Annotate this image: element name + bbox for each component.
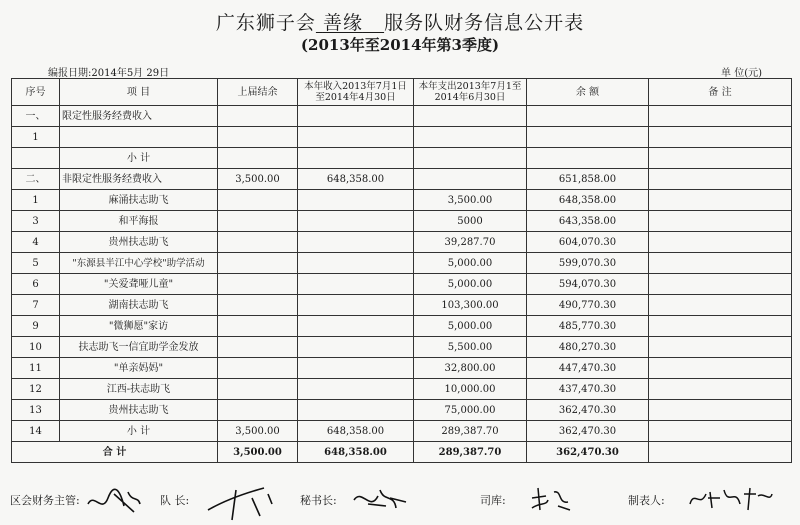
cell-balance: 648,358.00 [527, 190, 649, 211]
cell-balance: 594,070.30 [527, 274, 649, 295]
cell-item: 贵州扶志助飞 [60, 400, 218, 421]
cell-income [298, 148, 414, 169]
finance-table [11, 78, 792, 463]
cell-remark [649, 169, 792, 190]
cell-expense [414, 127, 527, 148]
cell-expense [414, 106, 527, 127]
form-period: (2013年至2014年第3季度) [300, 36, 500, 54]
table-row [12, 379, 792, 400]
cell-item: "东源县半江中心学校"助学活动 [60, 253, 218, 274]
cell-item: 扶志助飞一信宜助学金发放 [60, 337, 218, 358]
cell-no: 3 [12, 211, 60, 232]
table-row [12, 295, 792, 316]
cell-balance: 599,070.30 [527, 253, 649, 274]
handwritten-signature-icon [202, 484, 282, 522]
cell-income [298, 274, 414, 295]
cell-income [298, 190, 414, 211]
cell-no: 6 [12, 274, 60, 295]
cell-no: 13 [12, 400, 60, 421]
cell-prev [218, 232, 298, 253]
cell-prev [218, 106, 298, 127]
cell-balance: 362,470.30 [527, 421, 649, 442]
cell-balance [527, 106, 649, 127]
cell-item: 和平海报 [60, 211, 218, 232]
cell-balance [527, 148, 649, 169]
handwritten-signature-icon [84, 484, 144, 518]
total-prev: 3,500.00 [218, 442, 298, 463]
table-row [12, 337, 792, 358]
cell-prev [218, 358, 298, 379]
table-row [12, 169, 792, 190]
title-suffix: 服务队财务信息公开表 [384, 12, 585, 34]
cell-no: 一、 [12, 106, 60, 127]
currency-unit: 单 位(元) [721, 68, 762, 79]
cell-item: 湖南扶志助飞 [60, 295, 218, 316]
cell-no: 7 [12, 295, 60, 316]
handwritten-signature-icon [686, 484, 774, 514]
cell-remark [649, 421, 792, 442]
finance-supervisor-signature: 区会财务主管: [10, 490, 80, 508]
cell-balance [527, 127, 649, 148]
cell-no: 5 [12, 253, 60, 274]
cell-remark [649, 379, 792, 400]
cell-income [298, 253, 414, 274]
handwritten-signature-icon [350, 484, 410, 518]
cell-expense: 39,287.70 [414, 232, 527, 253]
cell-item: 小 计 [60, 148, 218, 169]
cell-item: 江西-扶志助飞 [60, 379, 218, 400]
cell-income [298, 337, 414, 358]
cell-balance: 480,270.30 [527, 337, 649, 358]
total-expense: 289,387.70 [414, 442, 527, 463]
cell-remark [649, 127, 792, 148]
cell-prev: 3,500.00 [218, 421, 298, 442]
cell-no: 10 [12, 337, 60, 358]
cell-item: 贵州扶志助飞 [60, 232, 218, 253]
cell-remark [649, 316, 792, 337]
cell-no: 12 [12, 379, 60, 400]
table-row [12, 316, 792, 337]
cell-expense: 32,800.00 [414, 358, 527, 379]
cell-balance: 643,358.00 [527, 211, 649, 232]
cell-no: 1 [12, 190, 60, 211]
cell-expense: 103,300.00 [414, 295, 527, 316]
col-header-item: 项 目 [60, 79, 218, 106]
handwritten-signature-icon [528, 484, 574, 514]
table-row [12, 148, 792, 169]
cell-item [60, 127, 218, 148]
table-row [12, 253, 792, 274]
cell-expense: 5,000.00 [414, 253, 527, 274]
cell-prev [218, 274, 298, 295]
cell-item: 小 计 [60, 421, 218, 442]
cell-expense: 5,500.00 [414, 337, 527, 358]
cell-income [298, 379, 414, 400]
cell-expense: 289,387.70 [414, 421, 527, 442]
cell-expense: 75,000.00 [414, 400, 527, 421]
table-header-row [12, 79, 792, 106]
cell-prev [218, 211, 298, 232]
cell-prev [218, 379, 298, 400]
cell-item: 限定性服务经费收入 [60, 106, 218, 127]
cell-income [298, 358, 414, 379]
cell-item: 非限定性服务经费收入 [60, 169, 218, 190]
cell-balance: 437,470.30 [527, 379, 649, 400]
cell-no: 二、 [12, 169, 60, 190]
cell-income: 648,358.00 [298, 421, 414, 442]
cell-expense [414, 148, 527, 169]
cell-balance: 604,070.30 [527, 232, 649, 253]
report-date: 编报日期:2014年5月 29日 [48, 68, 170, 79]
total-remark [649, 442, 792, 463]
col-header-remark: 备 注 [649, 79, 792, 106]
table-row [12, 274, 792, 295]
cell-income [298, 316, 414, 337]
cell-remark [649, 274, 792, 295]
cell-income [298, 400, 414, 421]
table-row [12, 232, 792, 253]
cell-income [298, 232, 414, 253]
org-name: 广东狮子会 [215, 12, 316, 34]
cell-prev [218, 253, 298, 274]
cell-prev [218, 337, 298, 358]
cell-balance: 651,858.00 [527, 169, 649, 190]
col-header-expense: 本年支出2013年7月1至2014年6月30日 [414, 79, 527, 106]
cell-prev [218, 127, 298, 148]
cell-remark [649, 211, 792, 232]
captain-signature: 队 长: [160, 490, 189, 508]
col-header-prev-balance: 上届结余 [218, 79, 298, 106]
cell-expense: 5000 [414, 211, 527, 232]
cell-remark [649, 148, 792, 169]
cell-no: 4 [12, 232, 60, 253]
col-header-no: 序号 [12, 79, 60, 106]
cell-prev [218, 295, 298, 316]
cell-no: 11 [12, 358, 60, 379]
table-row [12, 127, 792, 148]
preparer-signature: 制表人: [628, 490, 665, 508]
cell-remark [649, 400, 792, 421]
team-name: 善缘 [322, 12, 363, 34]
col-header-income: 本年收入2013年7月1日至2014年4月30日 [298, 79, 414, 106]
cell-no: 14 [12, 421, 60, 442]
cell-expense: 3,500.00 [414, 190, 527, 211]
table-row [12, 400, 792, 421]
cell-remark [649, 337, 792, 358]
form-title [0, 8, 800, 35]
cell-expense: 5,000.00 [414, 274, 527, 295]
cell-income [298, 106, 414, 127]
cell-income: 648,358.00 [298, 169, 414, 190]
table-row [12, 190, 792, 211]
cell-item: "关爱聋哑儿童" [60, 274, 218, 295]
col-header-balance: 余 额 [527, 79, 649, 106]
total-row [12, 442, 792, 463]
cell-item: "微狮愿"家访 [60, 316, 218, 337]
cell-balance: 362,470.30 [527, 400, 649, 421]
secretary-signature: 秘书长: [300, 490, 337, 508]
signature-row [10, 486, 790, 520]
cell-remark [649, 106, 792, 127]
cell-no: 9 [12, 316, 60, 337]
total-balance: 362,470.30 [527, 442, 649, 463]
table-row [12, 106, 792, 127]
cell-no [12, 148, 60, 169]
cell-remark [649, 232, 792, 253]
cell-income [298, 211, 414, 232]
treasurer-signature: 司库: [480, 490, 506, 508]
cell-remark [649, 358, 792, 379]
cell-expense [414, 169, 527, 190]
cell-expense: 5,000.00 [414, 316, 527, 337]
cell-prev [218, 400, 298, 421]
cell-remark [649, 190, 792, 211]
cell-balance: 485,770.30 [527, 316, 649, 337]
cell-prev: 3,500.00 [218, 169, 298, 190]
total-label: 合 计 [12, 442, 218, 463]
cell-prev [218, 316, 298, 337]
cell-remark [649, 295, 792, 316]
cell-prev [218, 148, 298, 169]
cell-no: 1 [12, 127, 60, 148]
table-row [12, 211, 792, 232]
cell-income [298, 295, 414, 316]
cell-income [298, 127, 414, 148]
cell-balance: 447,470.30 [527, 358, 649, 379]
cell-expense: 10,000.00 [414, 379, 527, 400]
cell-balance: 490,770.30 [527, 295, 649, 316]
cell-item: 麻涌扶志助飞 [60, 190, 218, 211]
cell-remark [649, 253, 792, 274]
total-income: 648,358.00 [298, 442, 414, 463]
cell-prev [218, 190, 298, 211]
table-row [12, 421, 792, 442]
cell-item: "单亲妈妈" [60, 358, 218, 379]
table-row [12, 358, 792, 379]
